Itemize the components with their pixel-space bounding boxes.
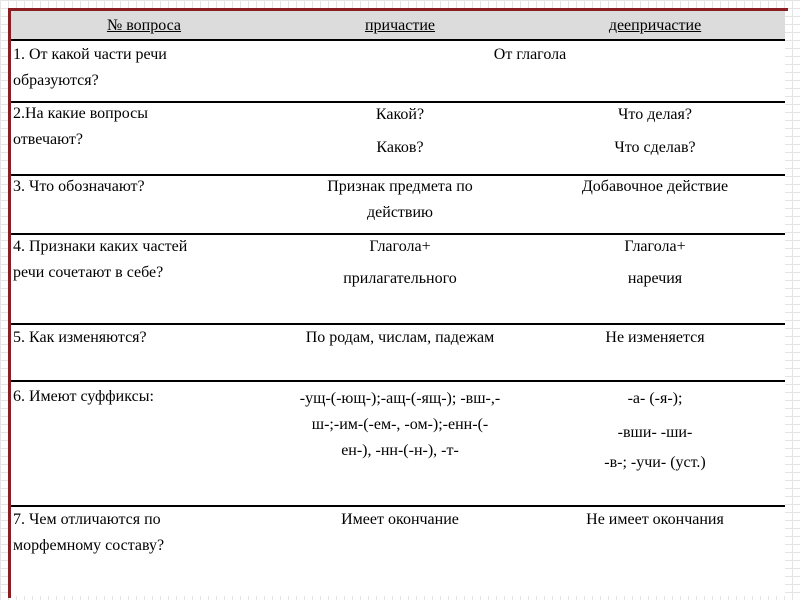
row-4-gerund: Глагола+ наречия: [624, 238, 686, 287]
row-7-question: 7. Чем отличаются по морфемному составу?: [13, 511, 165, 554]
row-1-merged-answer: От глагола: [493, 46, 567, 63]
header-gerund: деепричастие: [608, 17, 702, 34]
row-3-participle: Признак предмета по действию: [327, 178, 473, 221]
row-6-gerund-suffixes: -а- (-я-); -вши- -ши- -в-; -учи- (уст.): [604, 390, 706, 471]
row-7-participle: Имеет окончание: [341, 511, 459, 528]
row-4-question: 4. Признаки каких частей речи сочетают в себе?: [13, 238, 188, 281]
row-4-participle: Глагола+ прилагательного: [343, 238, 457, 287]
comparison-table: [11, 11, 785, 596]
row-7-gerund: Не имеет окончания: [586, 511, 724, 528]
row-5-gerund: Не изменяется: [605, 329, 705, 346]
row-divider: [11, 39, 785, 41]
row-3-gerund: Добавочное действие: [581, 178, 729, 195]
header-participle: причастие: [364, 17, 436, 34]
row-2-question: 2.На какие вопросы отвечают?: [13, 105, 148, 148]
row-2-participle: Какой? Каков?: [375, 106, 425, 156]
row-2-gerund: Что делая? Что сделав?: [614, 106, 696, 156]
header-question-number: № вопроса: [106, 17, 182, 34]
row-1-question: 1. От какой части речи образуются?: [13, 46, 167, 89]
row-6-question: 6. Имеют суффиксы:: [13, 388, 154, 405]
row-6-participle-suffixes: -ущ-(-ющ-);-ащ-(-ящ-); -вш-,- ш-;-им-(-ем-, -ом-);-енн-(- ен-), -нн-(-н-), -т-: [299, 390, 501, 459]
row-3-question: 3. Что обозначают?: [13, 178, 145, 195]
row-5-question: 5. Как изменяются?: [13, 329, 147, 346]
row-divider: [11, 380, 785, 382]
row-5-participle: По родам, числам, падежам: [305, 329, 495, 346]
table-header: [11, 11, 785, 39]
